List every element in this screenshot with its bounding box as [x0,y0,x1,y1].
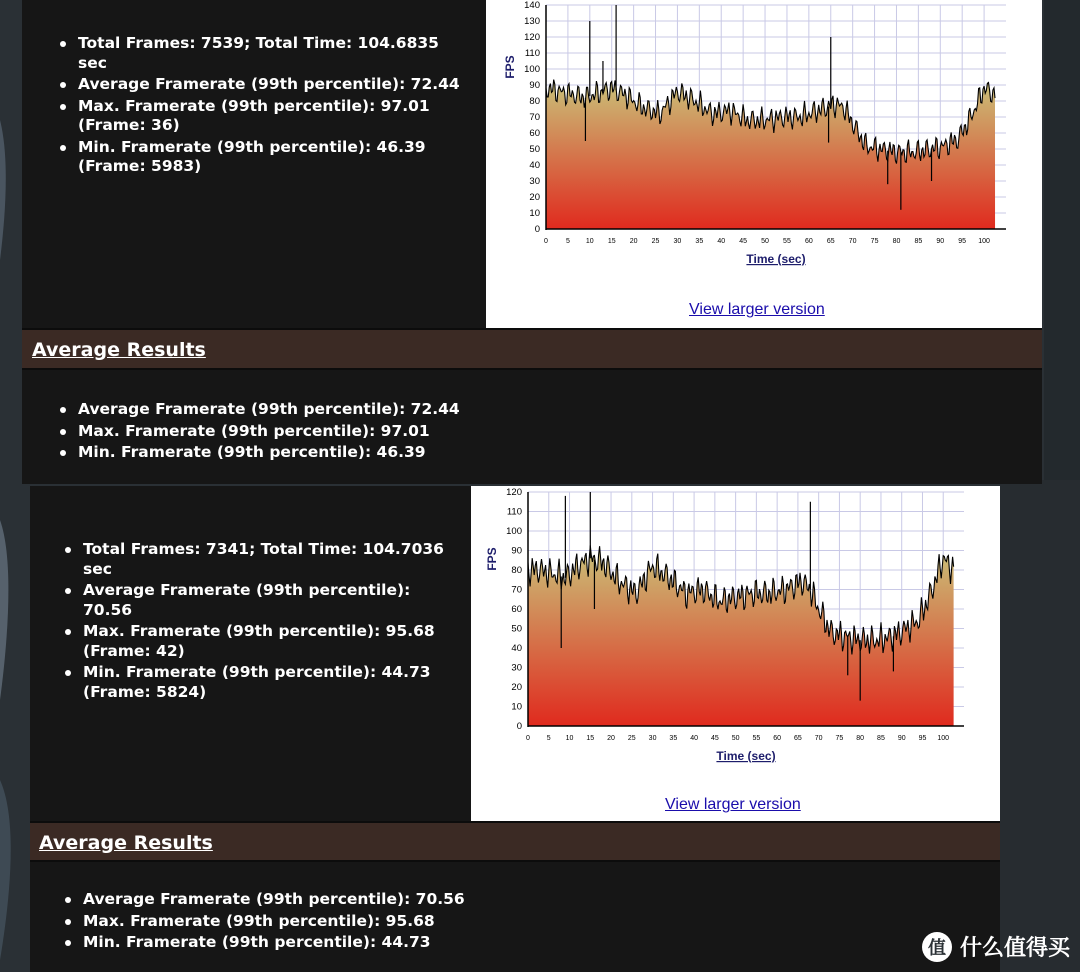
top-stats-panel [22,0,486,328]
site-watermark [922,931,1070,962]
x-tick-label: 75 [870,238,879,245]
x-tick-label: 55 [752,735,761,742]
y-tick-label: 110 [506,506,522,518]
y-tick-label: 120 [506,487,522,498]
y-tick-label: 0 [516,721,522,732]
x-axis-title: Time (sec) [746,252,806,266]
x-tick-label: 0 [544,238,548,245]
top-average-results-title[interactable]: Average Results [32,339,206,361]
x-tick-label: 10 [565,735,574,742]
y-tick-label: 60 [511,604,522,615]
bottom-stats-list [83,540,453,704]
x-tick-label: 50 [731,735,740,742]
x-tick-label: 95 [918,735,927,742]
x-tick-label: 15 [607,238,616,245]
x-axis-title: Time (sec) [716,749,776,763]
y-tick-label: 20 [529,192,540,203]
x-tick-label: 25 [627,735,636,742]
x-tick-label: 90 [897,735,906,742]
bottom-stats-panel [30,486,471,822]
x-tick-label: 90 [936,238,945,245]
y-tick-label: 40 [529,160,540,171]
y-tick-label: 130 [524,16,540,27]
avg-item-max: Max. Framerate (99th percentile): 97.01 [78,422,678,442]
bottom-fps-chart [471,486,1000,776]
fps-area-fill [546,80,995,229]
y-tick-label: 50 [511,623,522,635]
x-tick-label: 10 [585,238,594,245]
y-tick-label: 30 [529,176,540,187]
y-tick-label: 50 [529,144,540,155]
watermark-text: 什么值得买 [959,936,1070,961]
bottom-average-list [83,890,683,955]
y-tick-label: 80 [529,96,540,107]
bottom-average-results-title[interactable]: Average Results [39,832,213,854]
x-tick-label: 95 [958,238,967,245]
x-tick-label: 15 [586,735,595,742]
fps-area-fill [528,545,954,726]
stat-max-framerate: Max. Framerate (99th percentile): 95.68 (Frame: 42) [83,622,453,661]
top-average-panel [22,370,1042,484]
stat-min-framerate: Min. Framerate (99th percentile): 46.39 (Frame: 5983) [78,138,468,177]
x-tick-label: 60 [773,735,782,742]
x-tick-label: 75 [835,735,844,742]
bottom-chart-container [471,486,1000,822]
stat-min-framerate: Min. Framerate (99th percentile): 44.73 (Frame: 5824) [83,663,453,702]
bottom-view-larger-link[interactable]: View larger version [665,796,801,813]
x-tick-label: 70 [814,735,823,742]
avg-item-max: Max. Framerate (99th percentile): 95.68 [83,912,683,932]
y-tick-label: 110 [524,48,540,59]
y-tick-label: 90 [529,80,540,91]
y-tick-label: 100 [506,526,522,537]
y-tick-label: 120 [524,32,540,43]
stat-total-frames: Total Frames: 7539; Total Time: 104.6835 sec [78,34,468,73]
x-tick-label: 80 [856,735,865,742]
top-stats-list [78,34,468,179]
x-tick-label: 60 [804,238,813,245]
top-average-list [78,400,678,465]
y-tick-label: 90 [511,545,522,557]
y-axis-title: FPS [503,55,517,79]
top-fps-chart [486,0,1042,290]
x-tick-label: 65 [826,238,835,245]
stat-max-framerate: Max. Framerate (99th percentile): 97.01 (Frame: 36) [78,97,468,136]
x-tick-label: 35 [695,238,704,245]
x-tick-label: 65 [794,735,802,742]
y-tick-label: 20 [511,682,522,693]
y-tick-label: 30 [511,662,522,674]
top-chart-container [486,0,1042,328]
y-tick-label: 10 [511,701,522,713]
x-tick-label: 5 [565,238,570,245]
x-tick-label: 40 [717,238,726,245]
x-tick-label: 0 [526,735,530,742]
y-tick-label: 140 [524,0,540,11]
x-tick-label: 20 [629,238,638,245]
stat-total-frames: Total Frames: 7341; Total Time: 104.7036 sec [83,540,453,579]
x-tick-label: 100 [978,238,990,245]
x-tick-label: 45 [739,238,748,245]
avg-item-min: Min. Framerate (99th percentile): 46.39 [78,443,678,463]
x-tick-label: 55 [783,238,791,245]
avg-item-average: Average Framerate (99th percentile): 72.44 [78,400,678,420]
watermark-logo-icon: 值 [922,932,952,962]
y-tick-label: 70 [511,584,522,596]
avg-item-average: Average Framerate (99th percentile): 70.56 [83,890,683,910]
y-tick-label: 70 [529,112,540,123]
y-tick-label: 60 [529,128,540,139]
x-tick-label: 45 [710,735,719,742]
x-tick-label: 100 [937,735,950,742]
bottom-average-panel [30,862,1000,972]
y-tick-label: 80 [511,565,522,576]
stat-average-framerate: Average Framerate (99th percentile): 70.56 [83,581,453,620]
top-view-larger-link[interactable]: View larger version [689,301,825,318]
avg-item-min: Min. Framerate (99th percentile): 44.73 [83,933,683,953]
bottom-average-results-header [30,821,1000,862]
x-tick-label: 20 [607,735,615,742]
x-tick-label: 70 [848,238,857,245]
x-tick-label: 30 [673,238,682,245]
top-average-results-header [22,328,1042,370]
stat-average-framerate: Average Framerate (99th percentile): 72.44 [78,75,468,95]
x-tick-label: 30 [648,735,657,742]
y-axis-title: FPS [485,547,499,571]
x-tick-label: 85 [877,735,885,742]
y-tick-label: 100 [524,64,540,75]
x-tick-label: 25 [651,238,660,245]
x-tick-label: 80 [892,238,901,245]
x-tick-label: 85 [914,238,923,245]
x-tick-label: 5 [546,735,551,742]
x-tick-label: 35 [669,735,678,742]
y-tick-label: 10 [529,208,540,219]
x-tick-label: 50 [761,238,769,245]
y-tick-label: 40 [511,643,522,654]
y-tick-label: 0 [534,224,540,235]
x-tick-label: 40 [690,735,698,742]
